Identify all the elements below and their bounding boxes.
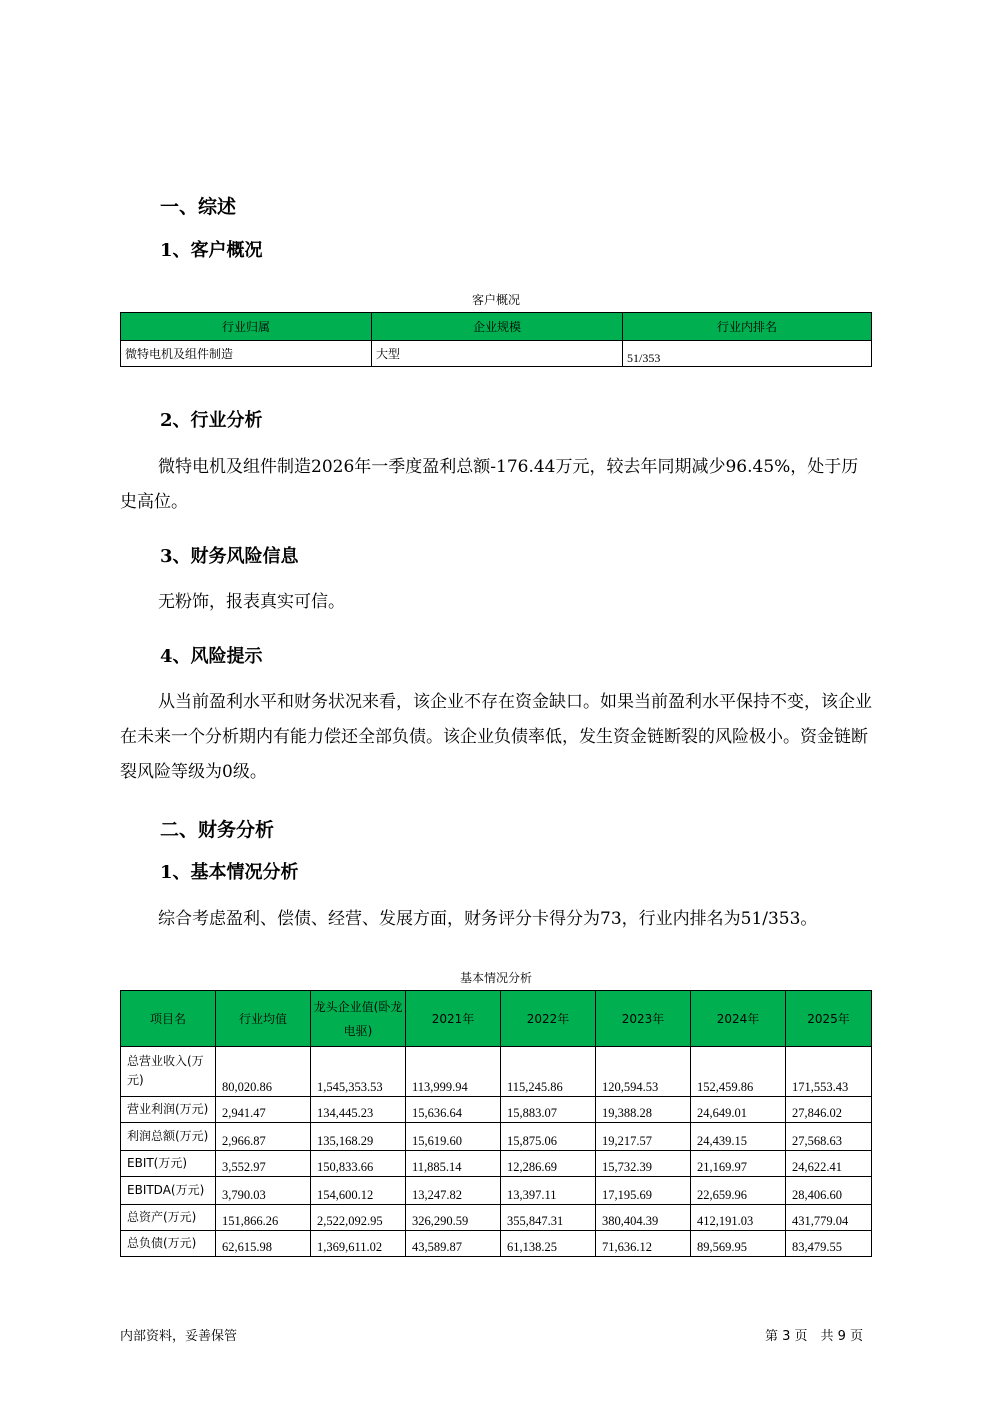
table-cell: 89,569.95 [691, 1231, 786, 1257]
table-cell: 62,615.98 [216, 1231, 311, 1257]
row-header-cell: EBITDA(万元) [121, 1177, 216, 1205]
table-cell: 43,589.87 [406, 1231, 501, 1257]
table-cell: 3,552.97 [216, 1151, 311, 1177]
table-cell: 19,217.57 [596, 1123, 691, 1151]
basic-header-2023: 2023年 [596, 991, 691, 1047]
profile-cell-scale: 大型 [372, 341, 623, 367]
table-cell: 115,245.86 [501, 1047, 596, 1097]
basic-header-2024: 2024年 [691, 991, 786, 1047]
row-header-cell: 营业利润(万元) [121, 1097, 216, 1123]
table-cell: 171,553.43 [786, 1047, 872, 1097]
table-cell: 19,388.28 [596, 1097, 691, 1123]
basic-paragraph: 综合考虑盈利、偿债、经营、发展方面，财务评分卡得分为73，行业内排名为51/353。 [158, 909, 818, 929]
industry-paragraph: 微特电机及组件制造2026年一季度盈利总额-176.44万元，较去年同期减少96.45%，处于历史高位。 [120, 457, 859, 512]
table-cell: 431,779.04 [786, 1205, 872, 1231]
table-cell: 2,966.87 [216, 1123, 311, 1151]
basic-table-body [121, 1047, 872, 1257]
table-cell: 24,622.41 [786, 1151, 872, 1177]
table-cell: 120,594.53 [596, 1047, 691, 1097]
basic-header-item: 项目名 [121, 991, 216, 1047]
table-cell: 27,846.02 [786, 1097, 872, 1123]
table-cell: 1,369,611.02 [311, 1231, 406, 1257]
section-heading-overview: 一、综述 [160, 196, 237, 218]
table-cell: 355,847.31 [501, 1205, 596, 1231]
table-cell: 17,195.69 [596, 1177, 691, 1205]
table-cell: 22,659.96 [691, 1177, 786, 1205]
basic-header-2025: 2025年 [786, 991, 872, 1047]
basic-header-leader: 龙头企业值(卧龙电驱) [311, 991, 406, 1047]
profile-cell-rank: 51/353 [623, 341, 872, 367]
table-cell: 15,619.60 [406, 1123, 501, 1151]
basic-table-header-row [121, 991, 872, 1047]
table-row [121, 1177, 872, 1205]
subheading-basic-analysis: 1、基本情况分析 [160, 862, 299, 883]
table-cell: 326,290.59 [406, 1205, 501, 1231]
table-cell: 134,445.23 [311, 1097, 406, 1123]
table-cell: 150,833.66 [311, 1151, 406, 1177]
table-cell: 380,404.39 [596, 1205, 691, 1231]
section-heading-financial-analysis: 二、财务分析 [160, 819, 275, 841]
subheading-financial-risk-info: 3、财务风险信息 [160, 546, 299, 567]
table-cell: 2,941.47 [216, 1097, 311, 1123]
risk-tip-paragraph: 从当前盈利水平和财务状况来看，该企业不存在资金缺口。如果当前盈利水平保持不变，该企业在未来一个分析期内有能力偿还全部负债。该企业负债率低，发生资金链断裂的风险极小。资金链断裂风险等级为0级。 [120, 692, 872, 782]
table-cell: 15,732.39 [596, 1151, 691, 1177]
profile-cell-industry: 微特电机及组件制造 [121, 341, 372, 367]
table-cell: 83,479.55 [786, 1231, 872, 1257]
row-header-cell: 总营业收入(万元) [121, 1047, 216, 1097]
table-cell: 152,459.86 [691, 1047, 786, 1097]
profile-table-row [121, 341, 872, 367]
risk-info-paragraph: 无粉饰，报表真实可信。 [158, 592, 345, 612]
table-cell: 21,169.97 [691, 1151, 786, 1177]
basic-header-industry-avg: 行业均值 [216, 991, 311, 1047]
table-cell: 71,636.12 [596, 1231, 691, 1257]
table-cell: 13,397.11 [501, 1177, 596, 1205]
table-cell: 1,545,353.53 [311, 1047, 406, 1097]
profile-header-rank: 行业内排名 [623, 313, 872, 341]
table-cell: 135,168.29 [311, 1123, 406, 1151]
footer-page-number: 第 3 页 共 9 页 [765, 1329, 864, 1344]
row-header-cell: 利润总额(万元) [121, 1123, 216, 1151]
basic-header-2022: 2022年 [501, 991, 596, 1047]
table-cell: 24,439.15 [691, 1123, 786, 1151]
table-cell: 154,600.12 [311, 1177, 406, 1205]
basic-table-caption: 基本情况分析 [459, 971, 532, 985]
table-row [121, 1151, 872, 1177]
table-cell: 61,138.25 [501, 1231, 596, 1257]
subheading-client-profile: 1、客户概况 [160, 240, 263, 261]
footer-confidential: 内部资料，妥善保管 [120, 1329, 238, 1344]
table-cell: 3,790.03 [216, 1177, 311, 1205]
profile-table-caption: 客户概况 [471, 293, 520, 307]
table-row [121, 1047, 872, 1097]
row-header-cell: EBIT(万元) [121, 1151, 216, 1177]
subheading-industry-analysis: 2、行业分析 [160, 410, 263, 431]
table-cell: 27,568.63 [786, 1123, 872, 1151]
table-cell: 11,885.14 [406, 1151, 501, 1177]
table-cell: 15,636.64 [406, 1097, 501, 1123]
basic-table [120, 990, 872, 1257]
row-header-cell: 总负债(万元) [121, 1231, 216, 1257]
table-cell: 15,875.06 [501, 1123, 596, 1151]
profile-table-header-row [121, 313, 872, 341]
profile-table [120, 312, 872, 367]
row-header-cell: 总资产(万元) [121, 1205, 216, 1231]
basic-header-2021: 2021年 [406, 991, 501, 1047]
table-cell: 113,999.94 [406, 1047, 501, 1097]
profile-header-industry: 行业归属 [121, 313, 372, 341]
table-cell: 13,247.82 [406, 1177, 501, 1205]
table-cell: 2,522,092.95 [311, 1205, 406, 1231]
table-row [121, 1097, 872, 1123]
profile-header-scale: 企业规模 [372, 313, 623, 341]
table-cell: 80,020.86 [216, 1047, 311, 1097]
table-row [121, 1123, 872, 1151]
table-cell: 28,406.60 [786, 1177, 872, 1205]
table-row [121, 1231, 872, 1257]
table-cell: 15,883.07 [501, 1097, 596, 1123]
table-cell: 12,286.69 [501, 1151, 596, 1177]
table-cell: 24,649.01 [691, 1097, 786, 1123]
subheading-risk-tip: 4、风险提示 [160, 646, 263, 667]
table-row [121, 1205, 872, 1231]
table-cell: 151,866.26 [216, 1205, 311, 1231]
table-cell: 412,191.03 [691, 1205, 786, 1231]
